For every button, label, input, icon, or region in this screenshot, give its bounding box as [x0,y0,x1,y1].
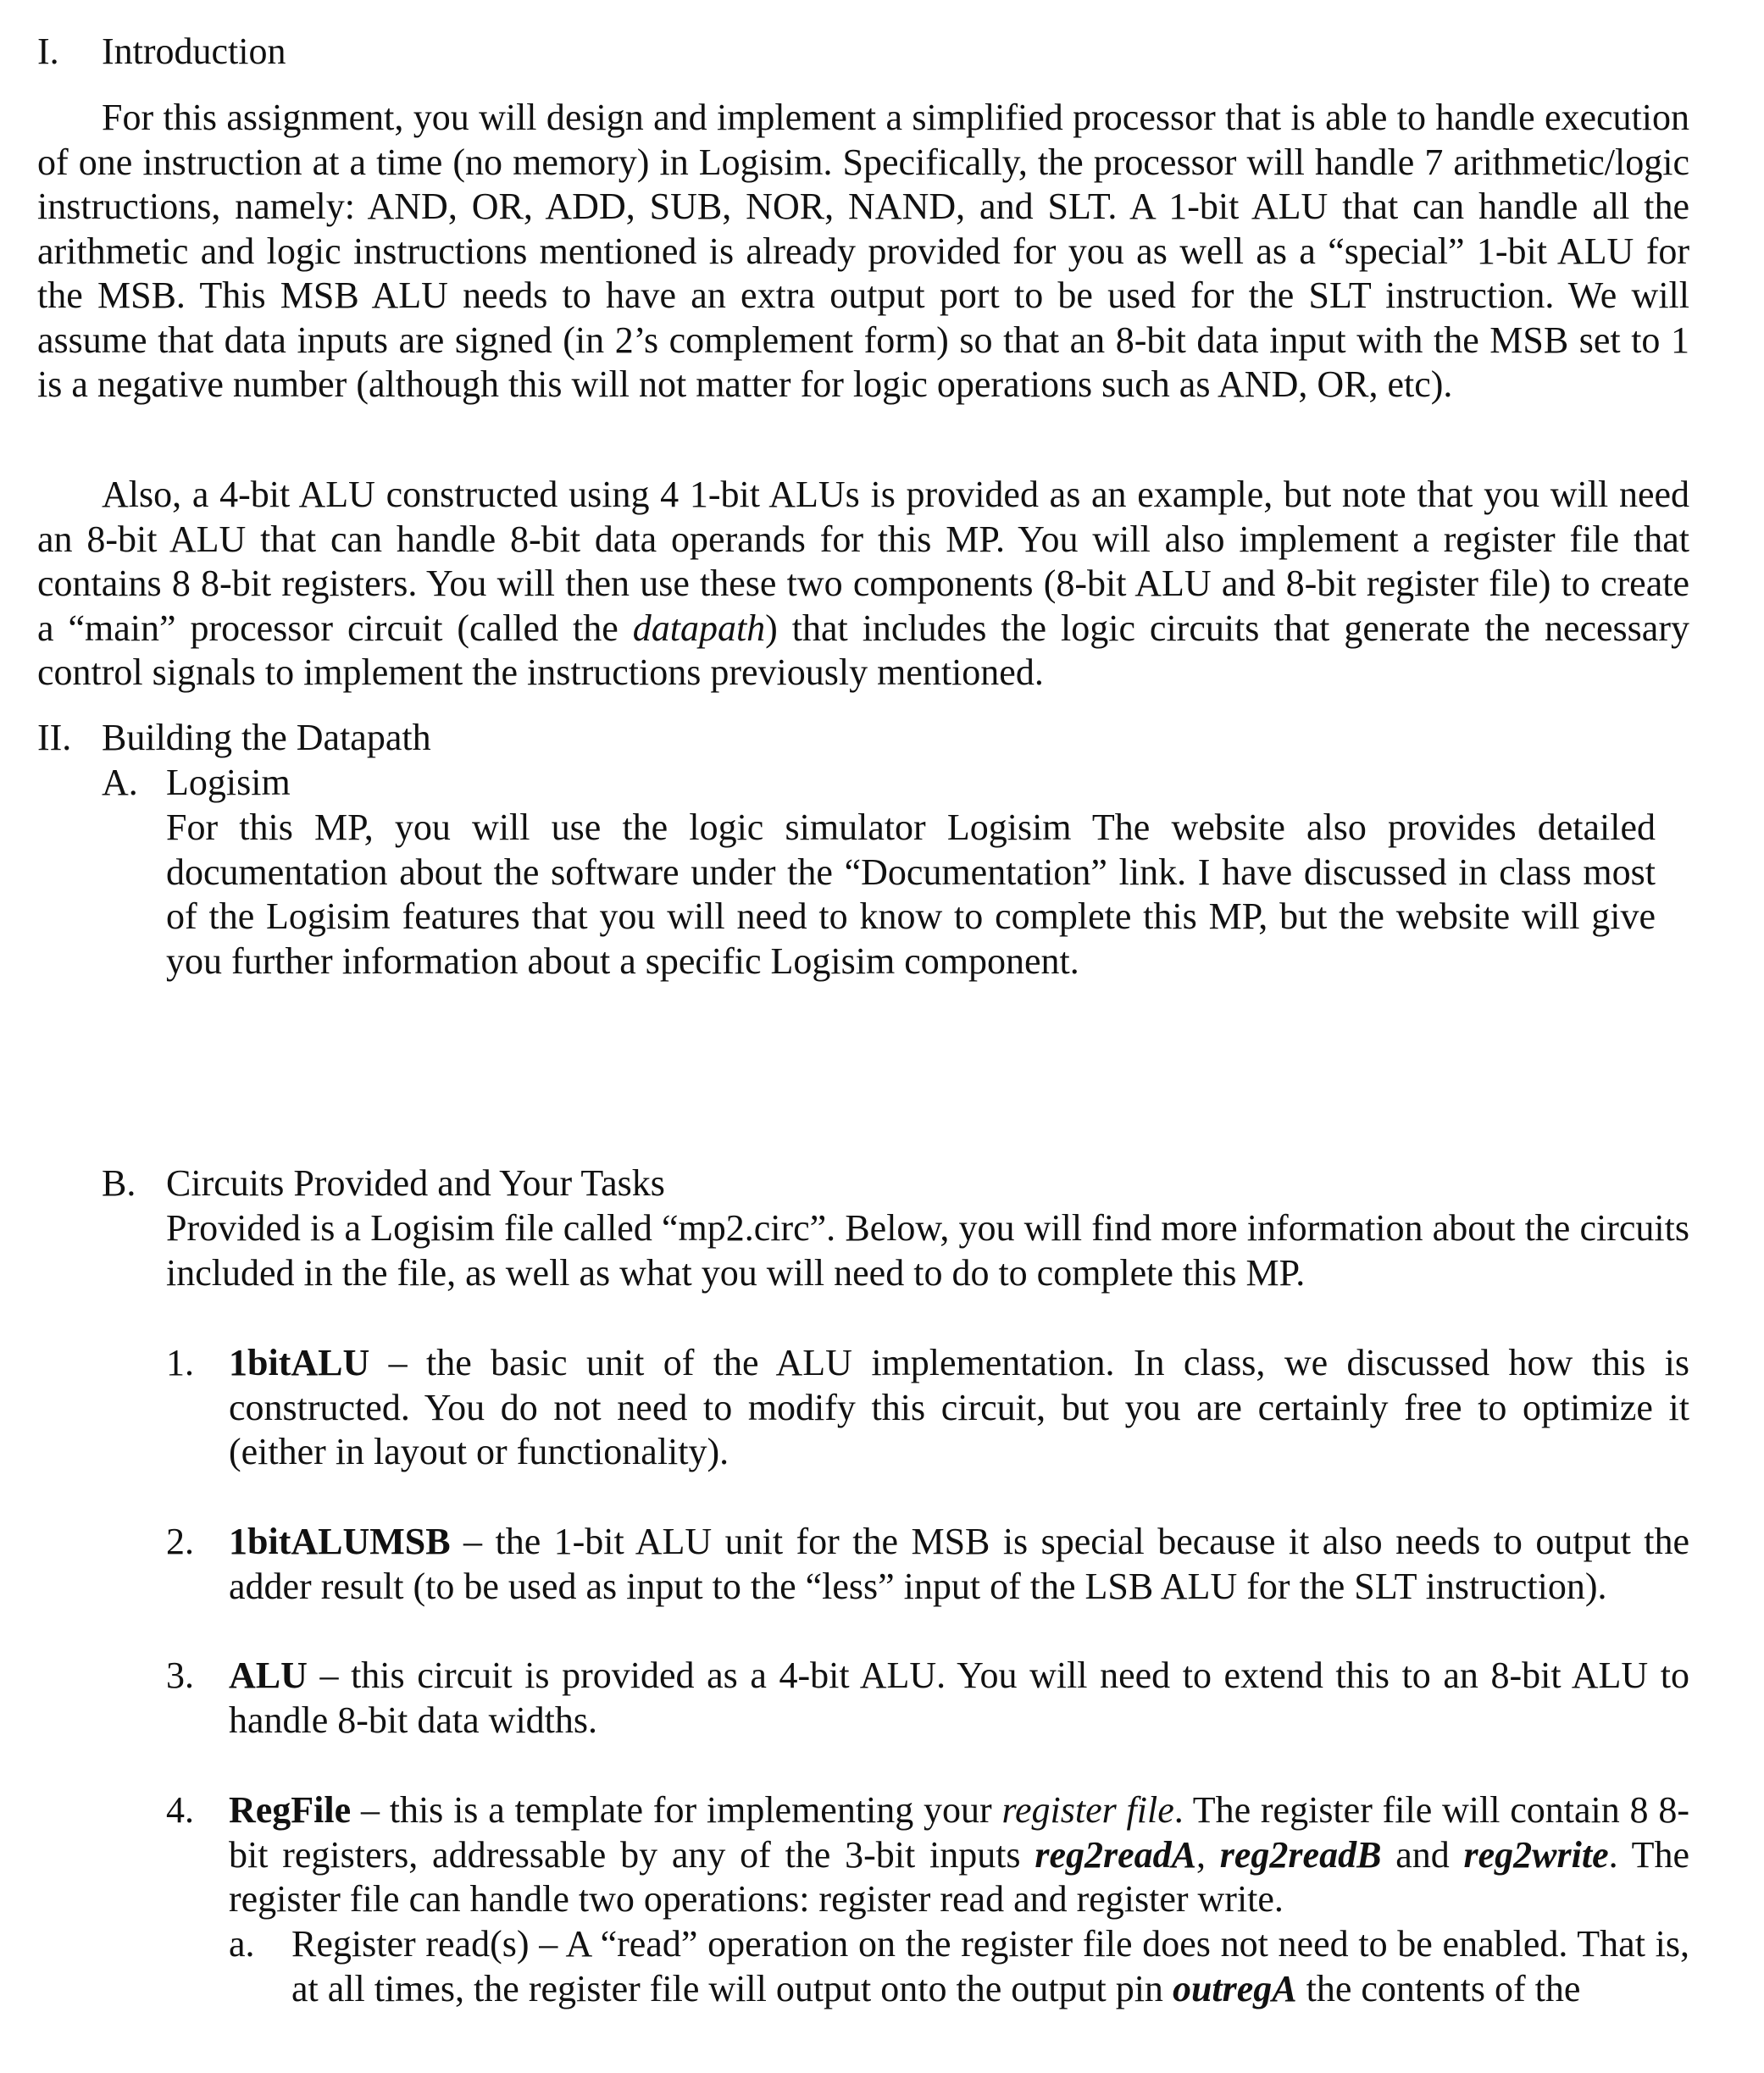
item-4-number: 4. [166,1789,194,1831]
subsection-a-heading [102,761,291,806]
text-run: – this is a template for implementing your [351,1789,1002,1831]
text-run: . The register file will contain 8 8-bit registers, addressable by any of the 3-bit inputs [229,1789,1689,1876]
item-3-number: 3. [166,1655,194,1696]
subsection-a-letter: A. [102,762,138,803]
text-run: – the 1-bit ALU unit for the MSB is special because it also needs to output the adder result (to be used as input to the “less” input of the LSB ALU for the SLT instruction). [229,1521,1689,1607]
emphasis-run: reg2readA [1035,1833,1196,1876]
section-2-heading [37,716,431,761]
emphasis-run: 1bitALU [229,1342,370,1383]
text-run: For this assignment, you will design and implement a simplified processor that is able to handle execution of one instruction at a time (no memory) in Logisim. Specifically, the processor will handle 7 arithmetic/logic instructions, namely: AND, OR, ADD, SUB, NOR, NAND, and SLT. A 1-bit ALU that can handle all the arithmetic and logic instructions mentioned is already provided for you as well as a “special” 1-bit ALU for the MSB. This MSB ALU needs to have an extra output port to be used for the SLT instruction. We will assume that data inputs are signed (in 2’s complement form) so that an 8-bit data input with the MSB set to 1 is a negative number (although this will not matter for logic operations such as AND, OR, etc). [37,97,1689,405]
emphasis-run: datapath [632,607,766,649]
subsection-b-body [166,1206,1689,1295]
emphasis-run: RegFile [229,1789,352,1831]
subitem-a-letter: a. [229,1923,255,1965]
item-2-text [229,1520,1689,1609]
item-1-text [229,1341,1689,1475]
emphasis-run: reg2write [1463,1833,1609,1876]
text-run: – the basic unit of the ALU implementation. In class, we discussed how this is constructed. You do not need to modify this circuit, but you are certainly free to optimize it (either in layout or functionality). [229,1342,1689,1472]
section-1-heading [37,30,286,75]
text-run: Provided is a Logisim file called “mp2.circ”. Below, you will find more information about the circuits included in the file, as well as what you will need to do to complete this MP. [166,1207,1689,1294]
text-run: and [1381,1833,1464,1876]
section-2-number: II. [37,717,72,758]
intro-paragraph-1 [37,96,1689,407]
text-run: , [1195,1833,1220,1876]
text-run: . The register file can handle two operations: register read and register write. [229,1833,1689,1920]
item-3-text [229,1654,1689,1743]
subsection-b-title: Circuits Provided and Your Tasks [166,1162,665,1204]
emphasis-run: reg2readB [1219,1833,1382,1876]
text-run: Also, a 4-bit ALU constructed using 4 1-bit ALUs is provided as an example, but note that you will need an 8-bit ALU that can handle 8-bit data operands for this MP. You will also implement a register file that contains 8 8-bit registers. You will then use these two components (8-bit ALU and 8-bit register file) to create a “main” processor circuit (called the [37,474,1689,649]
text-run: Register read(s) – A “read” operation on the register file does not need to be enabled. That is, at all times, the register file will output onto the output pin [291,1923,1689,2009]
subsection-a-body [166,806,1656,984]
subsection-b-letter: B. [102,1162,136,1204]
emphasis-run: register file [1001,1789,1174,1831]
subitem-a-text [291,1922,1689,2011]
item-2-number: 2. [166,1521,194,1562]
text-run: ) that includes the logic circuits that generate the necessary control signals to implement the instructions previously mentioned. [37,607,1689,693]
intro-paragraph-2 [37,473,1689,696]
emphasis-run: 1bitALUMSB [229,1521,451,1562]
text-run: the contents of the [1296,1967,1581,2009]
text-run: – this circuit is provided as a 4-bit ALU. You will need to extend this to an 8-bit ALU to handle 8-bit data widths. [229,1655,1689,1741]
item-4-text [229,1788,1689,1922]
text-run: For this MP, you will use the logic simulator Logisim The website also provides detailed documentation about the software under the “Documentation” link. I have discussed in class most of the Logisim features that you will need to know to complete this MP, but the website will give you further information about a specific Logisim component. [166,806,1656,982]
item-1-number: 1. [166,1342,194,1383]
section-1-title: Introduction [102,30,286,72]
subsection-b-heading [102,1161,665,1206]
section-1-number: I. [37,30,59,72]
emphasis-run: outregA [1172,1967,1297,2009]
subsection-a-title: Logisim [166,762,291,803]
emphasis-run: ALU [229,1655,308,1696]
section-2-title: Building the Datapath [102,717,431,758]
